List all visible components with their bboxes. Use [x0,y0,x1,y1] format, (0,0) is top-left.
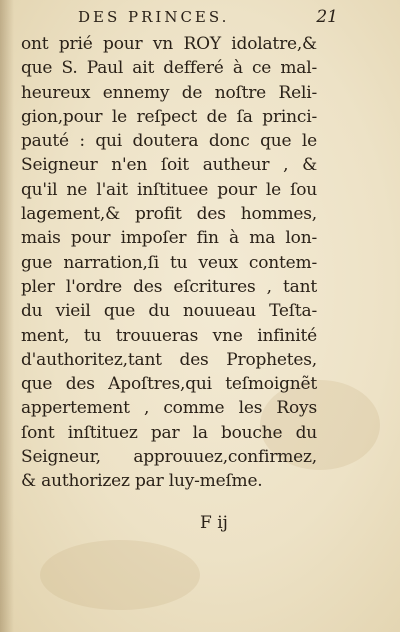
page-number: 21 [316,7,338,27]
paper-stain [40,540,200,610]
text-line: pauté : qui doutera donc que le [21,131,317,152]
signature-mark: F ij [200,513,228,533]
text-line: gion,pour le reſpect de ſa princi- [21,106,317,127]
text-line: d'authoritez,tant des Prophetes, [21,349,317,370]
text-line: du vieil que du nouueau Teſta- [21,301,317,322]
text-line: lagement,& profit des hommes, [21,204,317,225]
text-line: appertement , comme les Roys [21,398,317,419]
text-line: qu'il ne l'ait inſtituee pour le ſou [21,179,317,200]
text-line: que des Apoſtres,qui teſmoignẽt [21,374,317,395]
text-line: ment, tu trouueras vne infinité [21,325,317,346]
text-line: pler l'ordre des eſcritures , tant [21,276,317,297]
text-line: ſont inſtituez par la bouche du [21,422,317,443]
text-line: Seigneur n'en ſoit autheur , & [21,155,317,176]
body-text [21,32,317,494]
text-line: heureux ennemy de noſtre Reli- [21,82,317,103]
running-head: DES PRINCES. [78,8,230,26]
text-line: gue narration,ſi tu veux contem- [21,252,317,273]
text-line: Seigneur, approuuez,confirmez, [21,447,317,468]
text-line: ont prié pour vn ROY idolatre,& [21,34,317,54]
text-line: & authorizez par luy-meſme. [21,471,263,492]
text-line: mais pour impoſer fin à ma lon- [21,228,317,249]
binding-shadow [0,0,14,632]
page-header [78,8,338,30]
text-line: que S. Paul ait defferé à ce mal- [21,58,317,79]
